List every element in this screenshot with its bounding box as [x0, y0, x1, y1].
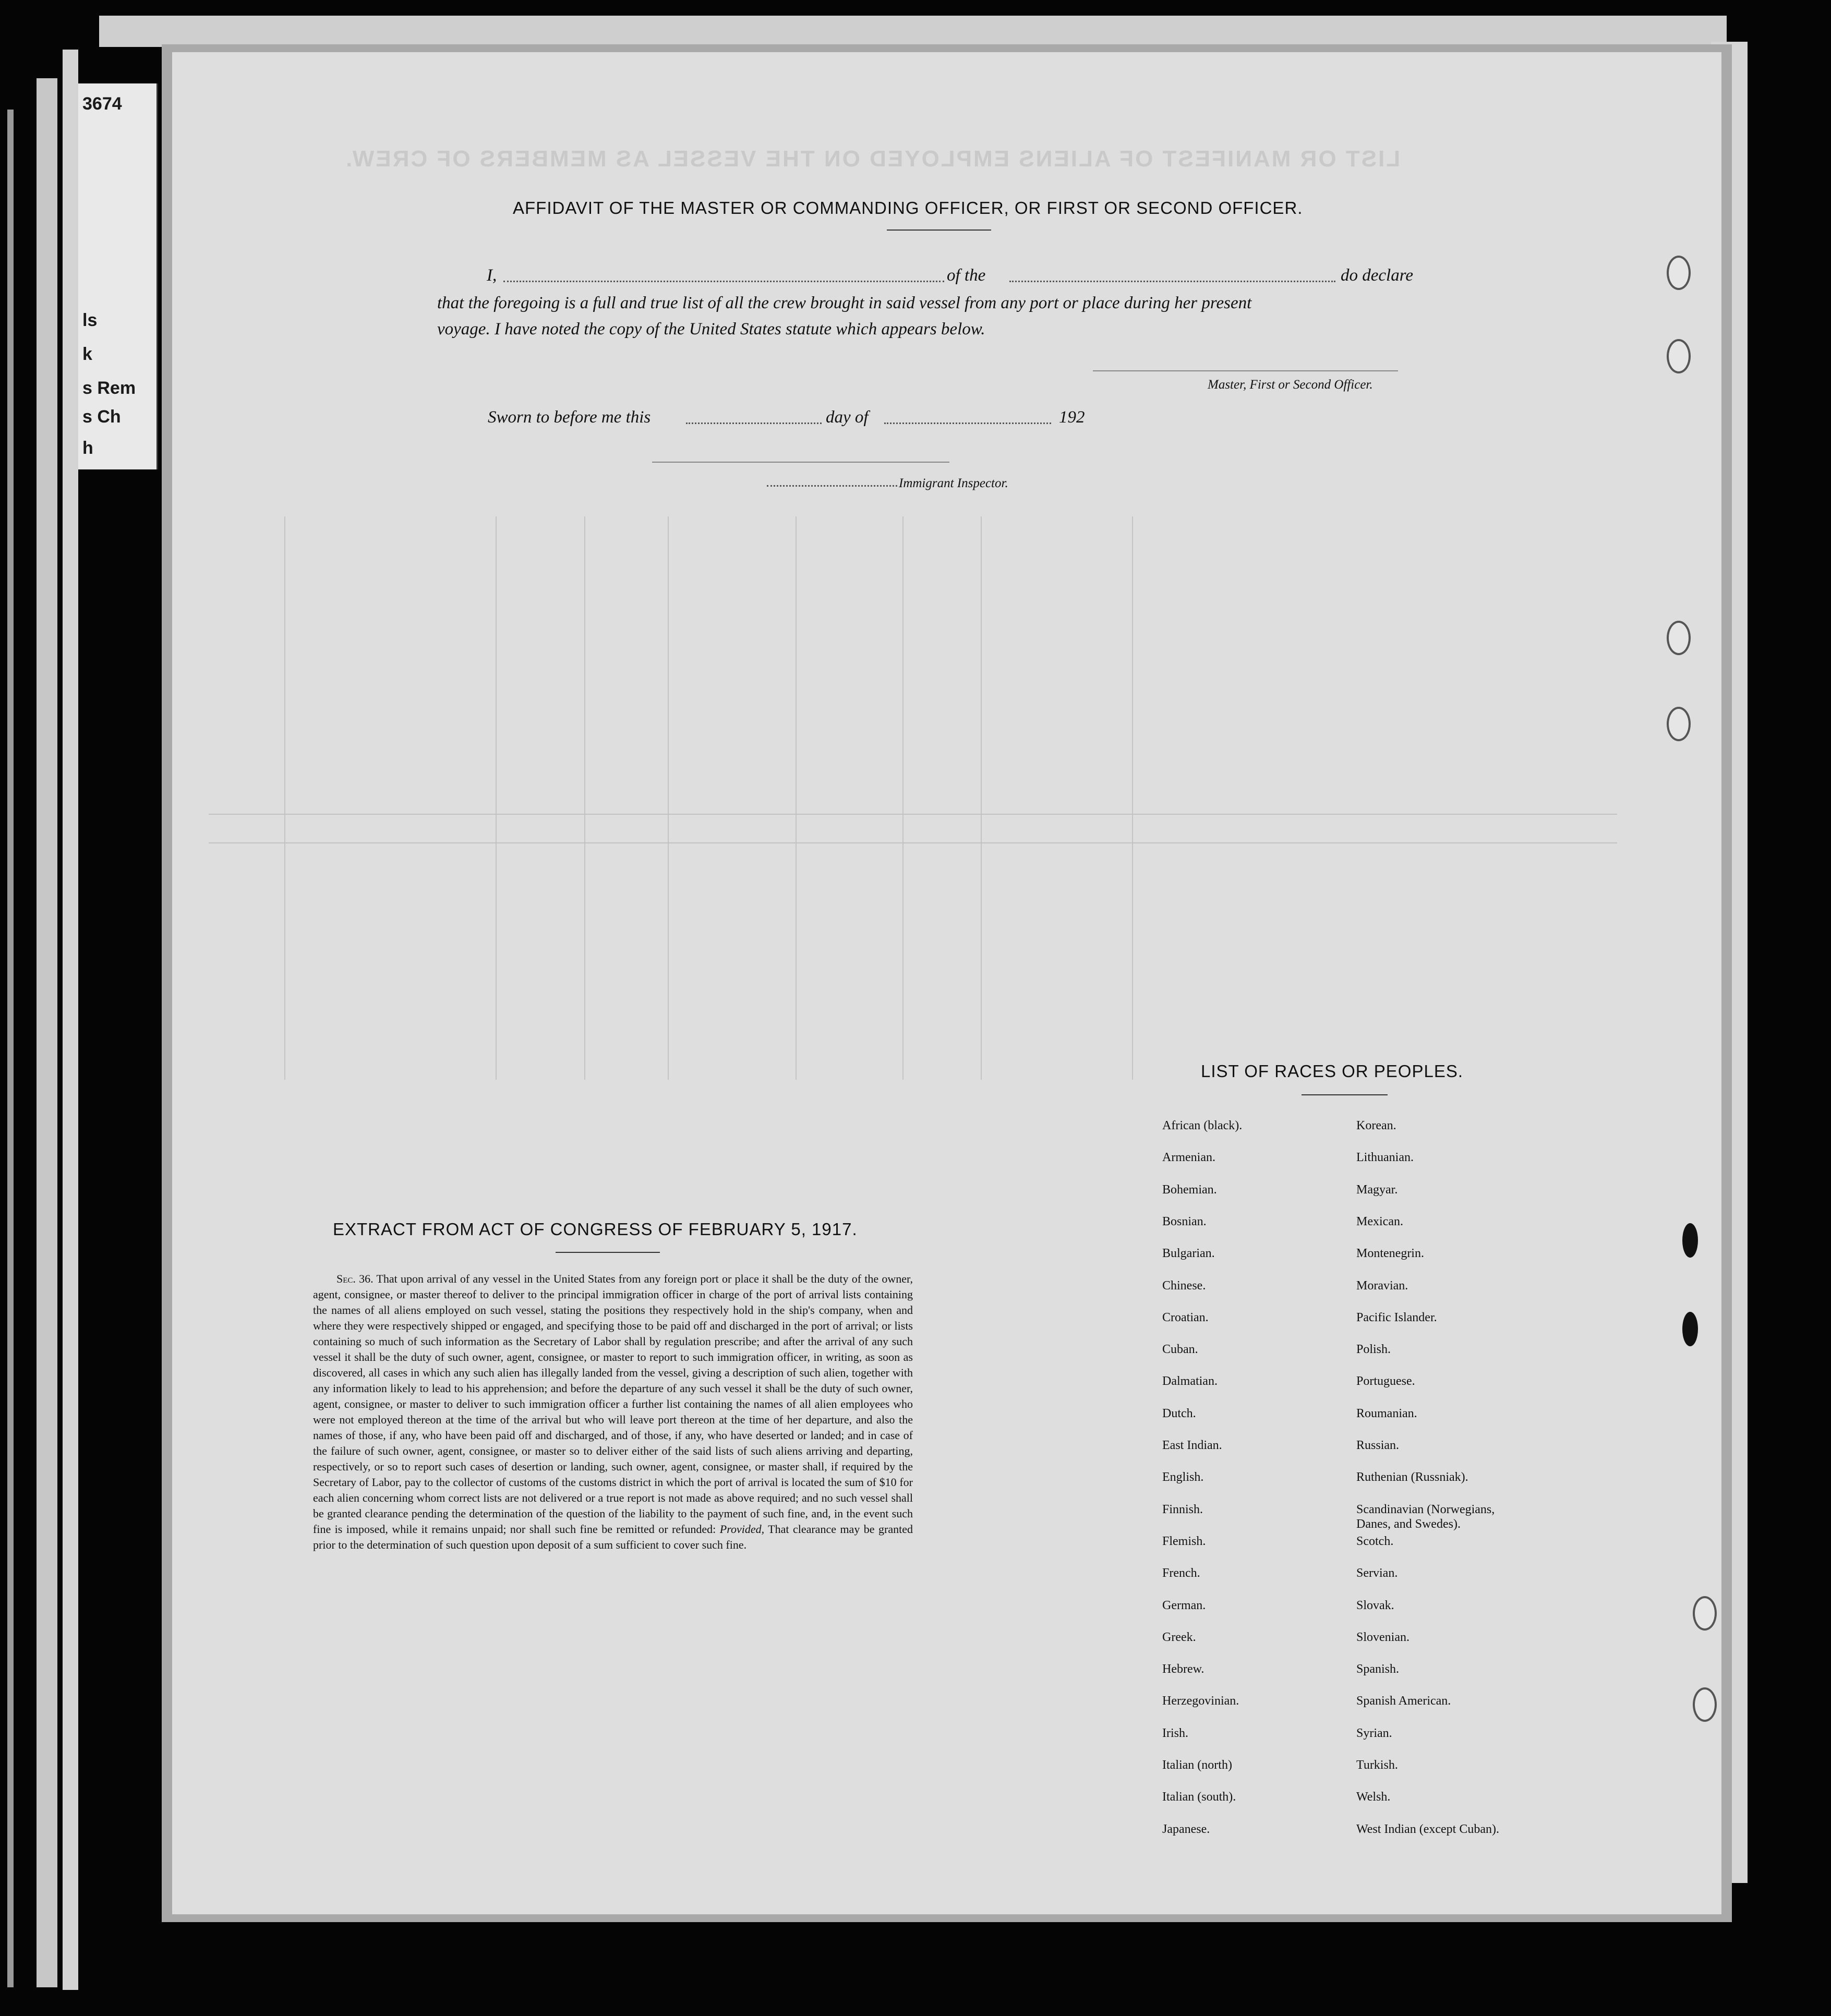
race-item: Hebrew.	[1162, 1662, 1204, 1676]
binder-hole	[1667, 339, 1691, 373]
race-item: Mexican.	[1356, 1215, 1403, 1228]
title-underline	[887, 230, 991, 231]
race-item: Slovenian.	[1356, 1631, 1410, 1644]
stub-text: ls	[82, 310, 98, 330]
signature-line	[1093, 370, 1398, 371]
bleed-through-rule	[584, 516, 585, 1080]
inspector-top-line	[652, 462, 949, 463]
race-item: Welsh.	[1356, 1790, 1391, 1804]
bleed-through-rule	[902, 516, 904, 1080]
binder-hole	[1667, 256, 1691, 290]
sworn-day-blank	[686, 422, 822, 424]
races-title: LIST OF RACES OR PEOPLES.	[1201, 1061, 1464, 1081]
race-item: West Indian (except Cuban).	[1356, 1822, 1499, 1836]
race-item: French.	[1162, 1566, 1200, 1580]
name-blank	[503, 281, 944, 282]
extract-title-underline	[556, 1252, 660, 1253]
provided-word: Provided,	[719, 1523, 765, 1536]
affidavit-do-declare: do declare	[1341, 266, 1413, 285]
stub-text: k	[82, 344, 92, 364]
inspector-blank	[767, 485, 897, 487]
race-item: Montenegrin.	[1356, 1247, 1424, 1260]
extract-text: That upon arrival of any vessel in the United States from any foreign port or place it shall be the duty of the owner, agent, consignee, or master thereof to deliver to the principal immigration officer in charge of the port of arrival lists containing the names of all aliens employed on such vessel, stating the positions they respectively hold in the ship's company, when and where they were respectively shipped or engaged, and specifying those to be paid off and discharged in the port of arrival; or lists containing so much of such information as the Secretary of Labor shall by regulation prescribe; and after the arrival of any such vessel it shall be the duty of such owner, agent, consignee, or master to report to such immigration officer, in writing, as soon as discovered, all cases in which any such alien has illegally landed from the vessel, giving a description of such alien, together with any information likely to lead to his apprehension; and before the departure of any such vessel it shall be the duty of such owner, agent, consignee, or master to deliver to such immigration officer a further list containing the names of all alien employees who were not employed thereon at the time of the arrival but who will leave port thereon at the time of her departure, and also the names of those, if any, who have been paid off and discharged, and of those, if any, who have deserted or landed; and in case of the failure of such owner, agent, consignee, or master so to deliver either of the said lists of such aliens arriving and departing, respectively, or so to report such cases of desertion or landing, such owner, agent, consignee, or master shall, if required by the Secretary of Labor, pay to the collector of customs of the customs district in which the port of arrival is located the sum of $10 for each alien concerning whom correct lists are not delivered or a true report is not made as above required; and no such vessel shall be granted clearance pending the determination of the question of the liability to the payment of such fine, and, in the event such fine is imposed, while it remains unpaid; nor shall such fine be remitted or refunded:	[313, 1272, 913, 1536]
affidavit-i: I,	[487, 266, 497, 285]
race-item: Turkish.	[1356, 1758, 1398, 1772]
stub-text: h	[82, 438, 93, 458]
bleed-through-rule	[981, 516, 982, 1080]
race-item: Croatian.	[1162, 1311, 1209, 1324]
binder-hole	[1667, 621, 1691, 655]
race-item: Herzegovinian.	[1162, 1694, 1239, 1708]
affidavit-line-2: that the foregoing is a full and true list of all the crew brought in said vessel from any port or place during her present	[437, 294, 1252, 312]
bleed-through-header: LIST OR MANIFEST OF ALIENS EMPLOYED ON THE VESSEL AS MEMBERS OF CREW.	[344, 146, 1401, 172]
race-item: East Indian.	[1162, 1439, 1222, 1452]
binder-hole	[1682, 1223, 1698, 1258]
stub-text: 3674	[82, 94, 122, 114]
race-item: Lithuanian.	[1356, 1151, 1414, 1164]
bleed-through-rule	[1132, 516, 1133, 1080]
affidavit-title: AFFIDAVIT OF THE MASTER OR COMMANDING OFFICER, OR FIRST OR SECOND OFFICER.	[513, 198, 1303, 218]
race-item: Spanish American.	[1356, 1694, 1451, 1708]
race-item: Servian.	[1356, 1566, 1398, 1580]
race-item: Spanish.	[1356, 1662, 1400, 1676]
race-item: Scandinavian (Norwegians, Danes, and Swedes).	[1356, 1503, 1495, 1531]
year-text: 192	[1059, 408, 1085, 427]
race-item: Dutch.	[1162, 1407, 1196, 1420]
sworn-text: Sworn to before me this	[488, 408, 651, 427]
stub-text: s Ch	[82, 407, 121, 427]
stub-text: s Rem	[82, 378, 136, 398]
race-item: Korean.	[1356, 1119, 1396, 1132]
race-item: Magyar.	[1356, 1183, 1398, 1197]
bleed-through-rule	[284, 516, 285, 1080]
race-item: Irish.	[1162, 1727, 1188, 1740]
bleed-through-rule	[209, 814, 1617, 815]
affidavit-line-3: voyage. I have noted the copy of the United States statute which appears below.	[437, 320, 985, 339]
affidavit-of-the: of the	[947, 266, 986, 285]
extract-text-end: That clearance may be granted prior to the determination of such question upon deposit of a sum sufficient to cover such fine.	[313, 1523, 913, 1551]
race-item: Cuban.	[1162, 1343, 1198, 1356]
race-item: Finnish.	[1162, 1503, 1203, 1516]
binder-hole	[1693, 1596, 1717, 1631]
race-item: Greek.	[1162, 1631, 1196, 1644]
race-item: Syrian.	[1356, 1727, 1392, 1740]
race-item: Armenian.	[1162, 1151, 1215, 1164]
race-item: German.	[1162, 1599, 1206, 1612]
race-item: African (black).	[1162, 1119, 1243, 1132]
binder-hole	[1682, 1312, 1698, 1346]
day-of-text: day of	[826, 408, 869, 427]
binder-hole	[1693, 1687, 1717, 1722]
race-item: Flemish.	[1162, 1535, 1206, 1548]
race-item: Polish.	[1356, 1343, 1391, 1356]
month-blank	[884, 422, 1051, 424]
underlying-page-stub	[78, 83, 158, 469]
race-item: Bulgarian.	[1162, 1247, 1215, 1260]
bleed-through-rule	[496, 516, 497, 1080]
signature-caption: Master, First or Second Officer.	[1208, 378, 1373, 392]
page-edge	[37, 78, 57, 1987]
bleed-through-rule	[209, 842, 1617, 843]
race-item: Bohemian.	[1162, 1183, 1217, 1197]
race-item: Roumanian.	[1356, 1407, 1417, 1420]
race-item: Pacific Islander.	[1356, 1311, 1437, 1324]
page-edge	[63, 50, 78, 1990]
binder-hole	[1667, 707, 1691, 741]
race-item: Italian (north)	[1162, 1758, 1232, 1772]
inspector-caption: Immigrant Inspector.	[899, 476, 1008, 490]
extract-title: EXTRACT FROM ACT OF CONGRESS OF FEBRUARY 5, 1917.	[333, 1220, 858, 1239]
race-item: Japanese.	[1162, 1822, 1210, 1836]
race-item: Scotch.	[1356, 1535, 1394, 1548]
bleed-through-rule	[668, 516, 669, 1080]
race-item: Italian (south).	[1162, 1790, 1236, 1804]
extract-body	[313, 1271, 913, 1553]
bleed-through-rule	[796, 516, 797, 1080]
section-label: Sec. 36.	[336, 1272, 374, 1285]
race-item: Chinese.	[1162, 1279, 1206, 1293]
race-item: Portuguese.	[1356, 1374, 1415, 1388]
race-item: Moravian.	[1356, 1279, 1408, 1293]
race-item: Ruthenian (Russniak).	[1356, 1470, 1468, 1484]
race-item: Slovak.	[1356, 1599, 1394, 1612]
page-edge	[99, 16, 1727, 47]
vessel-blank	[1009, 281, 1335, 282]
race-item: Russian.	[1356, 1439, 1400, 1452]
race-item: Dalmatian.	[1162, 1374, 1218, 1388]
race-item: English.	[1162, 1470, 1204, 1484]
races-title-underline	[1302, 1094, 1388, 1095]
page-edge	[7, 110, 14, 1987]
race-item: Bosnian.	[1162, 1215, 1207, 1228]
